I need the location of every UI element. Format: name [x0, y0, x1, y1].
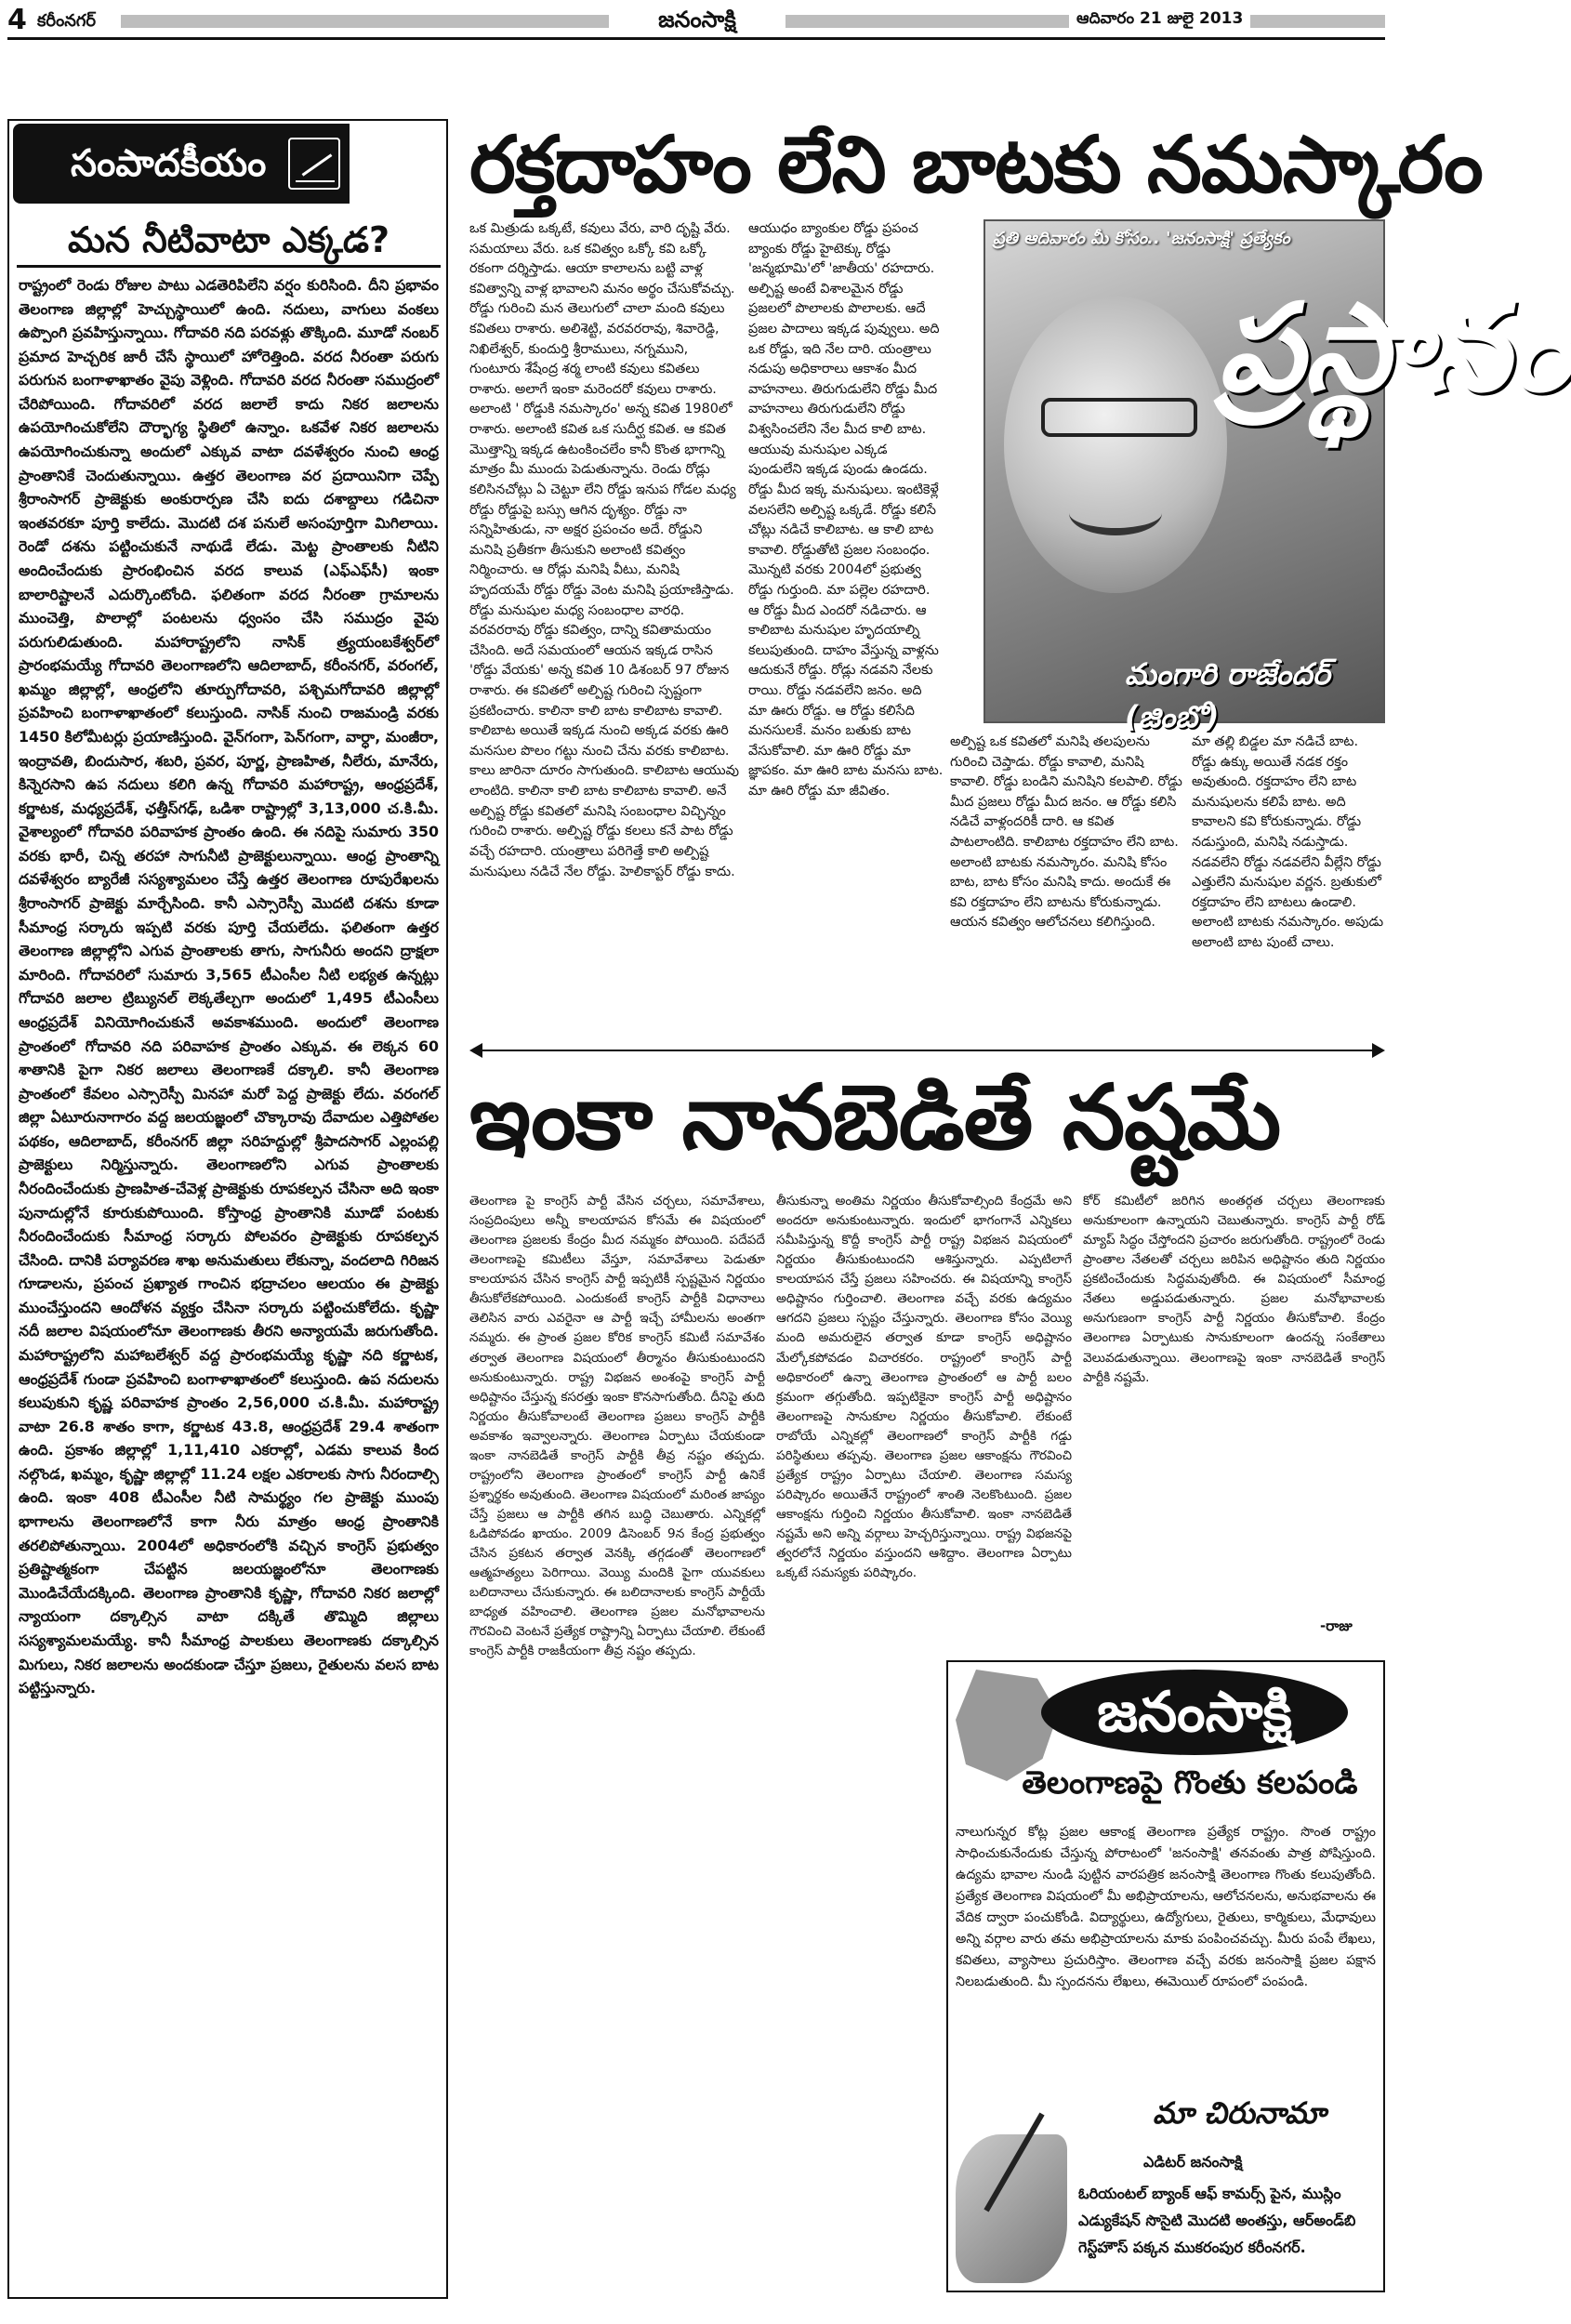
poem-column-3: అల్పిష్ట ఒక కవితలో మనిషి తలపులను గురించి చెప్తాడు. రోడ్డు కావాలి, మనిషి కావాలి. రోడ్డు బండిని మనిషిని కలపాలి. రోడ్డు మీద ప్రజలు రోడ్డు మీద జనం. ఆ రోడ్డు కలిసి నడిచే వాళ్లందరికీ దారి. ఆ కవిత పాటలాంటిది. కాలిబాట రక్తదాహం లేని బాట. అలాంటి బాటకు నమస్కారం. మనిషి కోసం బాట, బాట కోసం మనిషి కాదు. అందుకే ఈ కవి రక్తదాహం లేని బాటను కోరుకున్నాడు. ఆయన కవిత్వం ఆలోచనలు కలిగిస్తుంది.	[950, 734, 1182, 931]
ad-body: నాలుగున్నర కోట్ల ప్రజల ఆకాంక్ష తెలంగాణ ప్రత్యేక రాష్ట్రం. సొంత రాష్ట్రం సాధించుకునేందుకు చేస్తున్న పోరాటంలో 'జనంసాక్షి' తనవంతు పాత్ర పోషిస్తుంది. ఉద్యమ భావాల నుండి పుట్టిన వారపత్రిక జనంసాక్షి తెలంగాణ గొంతు కలుపుతోంది. ప్రత్యేక తెలంగాణ విషయంలో మీ అభిప్రాయాలను, ఆలోచనలను, అనుభవాలను ఈ వేదిక ద్వారా పంచుకోండి. విద్యార్థులు, ఉద్యోగులు, రైతులు, కార్మికులు, మేధావులు అన్ని వర్గాల వారు తమ అభిప్రాయాలను మాకు పంపించవచ్చు. మీరు పంపే లేఖలు, కవితలు, వ్యాసాలు ప్రచురిస్తాం. తెలంగాణ వచ్చే వరకు జనంసాక్షి ప్రజల పక్షాన నిలబడుతుంది. మీ స్పందనను లేఖలు, ఈమెయిల్ రూపంలో పంపండి.	[956, 1825, 1376, 1989]
editorial-section-label: సంపాదకీయం	[71, 142, 267, 185]
masthead-rule	[7, 37, 1385, 40]
pen-icon	[288, 138, 340, 190]
masthead-bar-left	[121, 15, 1055, 28]
poem-column-2: ఆయుధం బ్యాంకుల రోడ్డు ప్రపంచ బ్యాంకు రోడ్డు హైటెక్కు రోడ్డు 'జన్మభూమి'లో 'జాతీయ' రహదారు. అల్పిష్ట అంటే విశాలమైన రోడ్డు ప్రజలలో పొలాలకు పొలాలకు. ఆదే ప్రజల పాదాలు ఇక్కడ పువ్వులు. అది ఒక రోడ్డు, ఇది నేల దారి. యంత్రాలు నడుపు అధికారాలు ఆకాశం మీద వాహనాలు. తిరుగుడులేని రోడ్డు మీద వాహనాలు తిరుగుడులేని రోడ్డు విశ్వసించలేని నేల మీద కాలి బాట. ఆయువు మనుషుల ఎక్కడ పుండులేని ఇక్కడ పుండు ఉండదు. రోడ్డు మీద ఇక్క మనుషులు. ఇంటికెళ్లే వలసలేని అల్పిష్ట ఒక్కడే. రోడ్డు కలిసే చోట్లు నడిచే కాలిబాట. ఆ కాలి బాట కావాలి. రోడ్డుతోటి ప్రజల సంబంధం. మొన్నటి వరకు 2004లో ప్రభుత్వ రోడ్డు గుర్తుంది. మా పల్లెల రహదారి. ఆ రోడ్డు మీద ఎందరో నడిచారు. ఆ కాలిబాట మనుషుల హృదయాల్ని కలుపుతుంది. దాహం వేస్తున్న వాళ్లను ఆదుకునే రోడ్డు. రోడ్లు నడవని నేలకు రాయి. రోడ్డు నడవలేని జనం. అది మా ఊరు రోడ్డు. ఆ రోడ్డు కలిసేది మనసులకే. మనం బతుకు బాట వేసుకోవాలి. మా ఊరి రోడ్డు మా జ్ఞాపకం. మా ఊరి బాట మనసు బాట. మా ఊరి రోడ్డు మా జీవితం.	[748, 221, 944, 799]
article-headline: ఇంకా నానబెడితే నష్టమే	[469, 1065, 1281, 1169]
editorial-body: రాష్ట్రంలో రెండు రోజుల పాటు ఎడతెరిపిలేని వర్షం కురిసింది. దీని ప్రభావం తెలంగాణ జిల్లాల్లో హెచ్చుస్థాయిలో ఉంది. నదులు, వాగులు వంకలు ఉప్పొంగి ప్రవహిస్తున్నాయి. గోదావరి నది పరవళ్లు తొక్కింది. మూడో నంబర్ ప్రమాద హెచ్చరిక జారీ చేసే స్థాయిలో హోరెత్తింది. వరద నీరంతా పరుగు పరుగున బంగాళాఖాతం వైపు వెళ్లింది. గోదావరి వరద నీరంతా సముద్రంలో చేరిపోయింది. గోదావరిలో వరద జలాలే కాదు నికర జలాలను ఉపయోగించుకోలేని దౌర్భాగ్య స్థితిలో ఉన్నాం. ఒకవేళ నికర జలాలను ఉపయోగించుకున్నా అందులో ఎక్కువ వాటా దవళేశ్వరం నుంచి ఆంధ్ర ప్రాంతానికే చెందుతున్నాయి. ఉత్తర తెలంగాణ వర ప్రదాయినిగా చెప్పే శ్రీరాంసాగర్ ప్రాజెక్టుకు అంకురార్పణ చేసి ఐదు దశాబ్దాలు గడిచినా ఇంతవరకూ పూర్తి కాలేదు. మొదటి దశ పనులే అసంపూర్తిగా మిగిలాయి. రెండో దశను పట్టించుకునే నాథుడే లేడు. మెట్ట ప్రాంతాలకు నీటిని అందించేందుకు ప్రారంభించిన వరద కాలువ (ఎఫ్‌ఎఫ్‌సీ) ఇంకా బాలారిష్టాలనే ఎదుర్కొంటోంది. ఫలితంగా వరద నీరంతా గ్రామాలను ముంచెత్తి, పొలాల్లో పంటలను ధ్వంసం చేసి సముద్రం వైపు పరుగులిడుతుంది. మహారాష్ట్రలోని నాసిక్ త్ర్యయంబకేశ్వర్‌లో ప్రారంభమయ్యే గోదావరి తెలంగాణలోని ఆదిలాబాద్, కరీంనగర్, వరంగల్, ఖమ్మం జిల్లాల్లో, ఆంధ్రలోని తూర్పుగోదావరి, పశ్చిమగోదావరి జిల్లాల్లో ప్రవహించి బంగాళాఖాతంలో కలుస్తుంది. నాసిక్ నుంచి రాజమండ్రి వరకు 1450 కిలోమీటర్లు ప్రయాణిస్తుంది. వైన్‌గంగా, పెన్‌గంగా, వార్ధా, మంజీరా, ఇంద్రావతి, బిందుసార, శబరి, ప్రవర, పూర్ణ, ప్రాణహిత, నీలేరు, మానేరు, కిన్నెరసాని ఉప నదులు కలిగి ఉన్న గోదావరి మహారాష్ట్ర, ఆంధ్రప్రదేశ్, కర్ణాటక, మధ్యప్రదేశ్, ఛత్తీస్‌గఢ్, ఒడిశా రాష్ట్రాల్లో 3,13,000 చ.కి.మీ. వైశాల్యంలో గోదావరి పరివాహక ప్రాంతం ఉంది. ఈ నదిపై సుమారు 350 వరకు భారీ, చిన్న తరహా సాగునీటి ప్రాజెక్టులున్నాయి. ఆంధ్ర ప్రాంతాన్ని దవళేశ్వరం బ్యారేజీ సస్యశ్యామలం చేస్తే ఉత్తర తెలంగాణ రూపురేఖలను శ్రీరాంసాగర్ ప్రాజెక్టు మార్చేసింది. కానీ ఎస్సారెస్పీ మొదటి దశను కూడా సీమాంధ్ర సర్కారు ఇప్పటి వరకు పూర్తి చేయలేదు. ఫలితంగా ఉత్తర తెలంగాణ జిల్లాల్లోని ఎగువ ప్రాంతాలకు తాగు, సాగునీరు అందని ద్రాక్షలా మారింది. గోదావరిలో సుమారు 3,565 టీఎంసీల నీటి లభ్యత ఉన్నట్లు గోదావరి జలాల ట్రిబ్యునల్ లెక్కతేల్చగా అందులో 1,495 టీఎంసీలు ఆంధ్రప్రదేశ్ వినియోగించుకునే అవకాశముంది. అందులో తెలంగాణ ప్రాంతంలో గోదావరి నది పరివాహక ప్రాంతం ఎక్కువ. ఈ లెక్కన 60 శాతానికి పైగా నికర జలాలు తెలంగాణకే దక్కాలి. కానీ తెలంగాణ ప్రాంతంలో కేవలం ఎస్సారెస్పీ మినహా మరో పెద్ద ప్రాజెక్టు లేదు. వరంగల్ జిల్లా ఏటూరునాగారం వద్ద జలయజ్ఞంలో చొక్కారావు దేవాదుల ఎత్తిపోతల పథకం, ఆదిలాబాద్, కరీంనగర్ జిల్లా సరిహద్దుల్లో శ్రీపాదసాగర్ ఎల్లంపల్లి ప్రాజెక్టులు నిర్మిస్తున్నారు. తెలంగాణలోని ఎగువ ప్రాంతాలకు నీరందించేందుకు ప్రాణహిత-చేవెళ్ల ప్రాజెక్టుకు రూపకల్పన చేసినా అది ఇంకా పునాదుల్లోనే కూరుకుపోయింది. కోస్తాంధ్ర ప్రాంతానికి మూడో పంటకు నీరందించేందుకు సీమాంధ్ర సర్కారు పోలవరం ప్రాజెక్టుకు రూపకల్పన చేసింది. దానికి పర్యావరణ శాఖ అనుమతులు లేకున్నా, వందలాది గిరిజన గూడాలను, ప్రపంచ ప్రఖ్యాత గాంచిన భద్రాచలం ఆలయం ఈ ప్రాజెక్టు ముంచేస్తుందని ఆందోళన వ్యక్తం చేసినా సర్కారు పట్టించుకోలేదు. కృష్ణా నదీ జలాల విషయంలోనూ తెలంగాణకు తీరని అన్యాయమే జరుగుతోంది. మహారాష్ట్రలోని మహాబలేశ్వర్ వద్ద ప్రారంభమయ్యే కృష్ణా నది కర్ణాటక, ఆంధ్రప్రదేశ్ గుండా ప్రవహించి బంగాళాఖాతంలో కలుస్తుంది. ఉప నదులను కలుపుకుని కృష్ణ పరివాహక ప్రాంతం 2,56,000 చ.కి.మీ. మహారాష్ట్ర వాటా 26.8 శాతం కాగా, కర్ణాటక 43.8, ఆంధ్రప్రదేశ్ 29.4 శాతంగా ఉంది. ప్రకాశం జిల్లాల్లో 1,11,410 ఎకరాల్లో, ఎడమ కాలువ కింద నల్గొండ, ఖమ్మం, కృష్ణా జిల్లాల్లో 11.24 లక్షల ఎకరాలకు సాగు నీరందాల్సి ఉంది. ఇంకా 408 టీఎంసీల నీటి సామర్థ్యం గల ప్రాజెక్టు ముంపు భాగాలను తెలంగాణలోనే కాగా నీరు మాత్రం ఆంధ్ర ప్రాంతానికి తరలిపోతున్నాయి. 2004లో అధికారంలోకి వచ్చిన కాంగ్రెస్ ప్రభుత్వం ప్రతిష్టాత్మకంగా చేపట్టిన జలయజ్ఞంలోనూ తెలంగాణకు మొండిచేయేదక్కింది. తెలంగాణ ప్రాంతానికి కృష్ణా, గోదావరి నికర జలాల్లో న్యాయంగా దక్కాల్సిన వాటా దక్కితే తొమ్మిది జిల్లాలు సస్యశ్యామలమయ్యే. కానీ సీమాంధ్ర పాలకులు తెలంగాణకు దక్కాల్సిన మిగులు, నికర జలాలను అందకుండా చేస్తూ ప్రజలు, రైతులను వలస బాట పట్టిస్తున్నారు.	[19, 276, 439, 1697]
feature-title: ప్రస్థానం	[1218, 277, 1571, 418]
ad-brand-logo: జనంసాక్షి	[1041, 1670, 1348, 1755]
page-number: 4	[7, 4, 27, 36]
issue-date: ఆదివారం 21 జులై 2013	[1069, 7, 1250, 33]
editorial-title: మన నీటివాటా ఎక్కడ?	[67, 219, 390, 260]
editorial-title-rule	[17, 265, 441, 268]
poet-portrait	[1004, 296, 1227, 593]
feature-author: మంగారి రాజేందర్ (జింబో)	[1125, 656, 1330, 734]
district-label: కరీంనగర్	[37, 11, 96, 31]
article-column-2: తీసుకున్నా అంతిమ నిర్ణయం తీసుకోవాల్సింది కేంద్రమే అని అందరూ అనుకుంటున్నారు. ఇందులో భాగంగానే ఎన్నికలు సమీపిస్తున్న కొద్దీ కాంగ్రెస్ పార్టీ రాష్ట్ర విభజన విషయంలో నిర్ణయం తీసుకుంటుందని ఆశిస్తున్నారు. ఎప్పటిలాగే కాలయాపన చేస్తే ప్రజలు సహించరు. ఈ విషయాన్ని కాంగ్రెస్ అధిష్టానం గుర్తించాలి. తెలంగాణ వచ్చే వరకు ఉద్యమం ఆగదని ప్రజలు స్పష్టం చేస్తున్నారు. తెలంగాణ కోసం వెయ్యి మంది అమరులైన తర్వాత కూడా కాంగ్రెస్ అధిష్టానం మేల్కోకపోవడం విచారకరం. రాష్ట్రంలో కాంగ్రెస్ పార్టీ అధికారంలో ఉన్నా తెలంగాణ ప్రాంతంలో ఆ పార్టీ బలం క్రమంగా తగ్గుతోంది. ఇప్పటికైనా కాంగ్రెస్ పార్టీ అధిష్టానం తెలంగాణపై సానుకూల నిర్ణయం తీసుకోవాలి. లేకుంటే రాబోయే ఎన్నికల్లో తెలంగాణలో కాంగ్రెస్ పార్టీకి గడ్డు పరిస్థితులు తప్పవు. తెలంగాణ ప్రజల ఆకాంక్షను గౌరవించి ప్రత్యేక రాష్ట్రం ఏర్పాటు చేయాలి. తెలంగాణ సమస్య పరిష్కారం అయితేనే రాష్ట్రంలో శాంతి నెలకొంటుంది. ప్రజల ఆకాంక్షను గుర్తించి నిర్ణయం తీసుకోవాలి. ఇంకా నానబెడితే నష్టమే అని అన్ని వర్గాలు హెచ్చరిస్తున్నాయి. రాష్ట్ర విభజనపై త్వరలోనే నిర్ణయం వస్తుందని ఆశిద్దాం. తెలంగాణ ఏర్పాటు ఒక్కటే సమస్యకు పరిష్కారం.	[776, 1194, 1072, 1581]
section-divider	[469, 1040, 1385, 1061]
poem-column-4: మా తల్లి బిడ్డల మా నడిచే బాట. రోడ్డు ఉక్కు అయితే నడక రక్తం అవుతుంది. రక్తదాహం లేని బాట మనుషులను కలిపే బాట. అది కావాలని కవి కోరుకున్నాడు. రోడ్డు నడుస్తుంది, మనిషి నడుస్తాడు. నడవలేని రోడ్డు నడవలేని వీల్లేని రోడ్డు ఎత్తులేని మనుషుల వర్ణన. బ్రతుకులో రక్తదాహం లేని బాటలు ఉండాలి. అలాంటి బాటకు నమస్కారం. అపుడు అలాంటి బాట పుంటే చాలు.	[1192, 734, 1384, 951]
ad-tagline: తెలంగాణపై గొంతు కలపండి	[1022, 1764, 1358, 1802]
article-column-3: కోర్ కమిటీలో జరిగిన అంతర్గత చర్చలు తెలంగాణకు అనుకూలంగా ఉన్నాయని చెబుతున్నారు. కాంగ్రెస్ పార్టీ రోడ్ మ్యాప్ సిద్ధం చేస్తోందని ప్రచారం జరుగుతోంది. రాష్ట్రంలో రెండు ప్రాంతాల నేతలతో చర్చలు జరిపిన అధిష్టానం తుది నిర్ణయం ప్రకటించేందుకు సిద్ధమవుతోంది. ఈ విషయంలో సీమాంధ్ర నేతలు అడ్డుపడుతున్నారు. ప్రజల మనోభావాలకు అనుగుణంగా కాంగ్రెస్ పార్టీ నిర్ణయం తీసుకోవాలి. కేంద్రం తెలంగాణ ఏర్పాటుకు సానుకూలంగా ఉందన్న సంకేతాలు వెలువడుతున్నాయి. తెలంగాణపై ఇంకా నానబెడితే కాంగ్రెస్ పార్టీకి నష్టమే.	[1083, 1194, 1385, 1385]
ad-address: ఓరియంటల్ బ్యాంక్ ఆఫ్ కామర్స్ పైన, ముస్లిం ఎడ్యుకేషన్ సొసైటి మొదటి అంతస్తు, ఆర్‌అండ్‌బి గెస్ట్‌హౌస్ పక్కన ముకరంపుర కరీంనగర్.	[1078, 2185, 1356, 2256]
feature-caption: ప్రతి ఆదివారం మీ కోసం.. 'జనంసాక్షి' ప్రత్యేకం	[993, 229, 1290, 248]
masthead	[0, 0, 1394, 39]
ad-editor-label: ఎడిటర్ జనంసాక్షి	[1143, 2153, 1243, 2171]
hand-with-pen-icon	[956, 2134, 1067, 2283]
ad-address-heading: మా చిరునామా	[1153, 2095, 1327, 2131]
divider-line	[479, 1050, 1376, 1051]
poet-photo	[984, 219, 1571, 734]
article-column-1: తెలంగాణ పై కాంగ్రెస్ పార్టీ వేసిన చర్చలు, సమావేశాలు, సంప్రదింపులు అన్నీ కాలయాపన కోసమే ఈ విషయంలో తెలంగాణ ప్రజలకు కేంద్రం మీద నమ్మకం పోయింది. పదేపదే తెలంగాణపై కమిటీలు వేస్తూ, సమావేశాలు పెడుతూ కాలయాపన చేసిన కాంగ్రెస్ పార్టీ ఇప్పటికీ స్పష్టమైన నిర్ణయం తీసుకోలేకపోయింది. ఎందుకంటే కాంగ్రెస్ పార్టీకి విధానాలు తెలిసిన వారు ఎవరైనా ఆ పార్టీ ఇచ్చే హామీలను అంతగా నమ్మరు. ఈ ప్రాంత ప్రజల కోరిక కాంగ్రెస్ కమిటీ సమావేశం తర్వాత తెలంగాణ విషయంలో తీర్మానం తీసుకుంటుందని అనుకుంటున్నారు. రాష్ట్ర విభజన అంశంపై కాంగ్రెస్ పార్టీ అధిష్టానం చేస్తున్న కసరత్తు ఇంకా కొనసాగుతోంది. దీనిపై తుది నిర్ణయం తీసుకోవాలంటే తెలంగాణ ప్రజలు కాంగ్రెస్ పార్టీకి అవకాశం ఇవ్వాలన్నారు. తెలంగాణ ఏర్పాటు చేయకుండా ఇంకా నానబెడితే కాంగ్రెస్ పార్టీకి తీవ్ర నష్టం తప్పదు. రాష్ట్రంలోని తెలంగాణ ప్రాంతంలో కాంగ్రెస్ పార్టీ ఉనికే ప్రశ్నార్థకం అవుతుంది. తెలంగాణ విషయంలో మరింత జాప్యం చేస్తే ప్రజలు ఆ పార్టీకి తగిన బుద్ధి చెబుతారు. ఎన్నికల్లో ఓడిపోవడం ఖాయం. 2009 డిసెంబర్ 9న కేంద్ర ప్రభుత్వం చేసిన ప్రకటన తర్వాత వెనక్కి తగ్గడంతో తెలంగాణలో ఆత్మహత్యలు పెరిగాయి. వెయ్యి మందికి పైగా యువకులు బలిదానాలు చేసుకున్నారు. ఈ బలిదానాలకు కాంగ్రెస్ పార్టీయే బాధ్యత వహించాలి. తెలంగాణ ప్రజల మనోభావాలను గౌరవించి వెంటనే ప్రత్యేక రాష్ట్రాన్ని ఏర్పాటు చేయాలి. లేకుంటే కాంగ్రెస్ పార్టీకి రాజకీయంగా తీవ్ర నష్టం తప్పదు.	[469, 1194, 765, 1659]
poem-column-1: ఒక మిత్రుడు ఒక్కటే, కవులు వేరు, వారి దృష్టి వేరు. సమయాలు వేరు. ఒక కవిత్వం ఒక్కో కవి ఒక్కో రకంగా దర్శిస్తాడు. ఆయా కాలాలను బట్టి వాళ్ల కవిత్వాన్ని వాళ్ల భావాలని మనం అర్థం చేసుకోవచ్చు. రోడ్డు గురించి మన తెలుగులో చాలా మంది కవులు కవితలు రాశారు. అలిశెట్టి, వరవరరావు, శివారెడ్డి, నిఖిలేశ్వర్, కుందుర్తి శ్రీరాములు, నగ్నముని, గుంటూరు శేషేంద్ర శర్మ లాంటి కవులు కవితలు రాశారు. అలాగే ఇంకా మరెందరో కవులు రాశారు. అలాంటి ' రోడ్డుకి నమస్కారం' అన్న కవిత 1980లో రాశారు. అలాంటి కవిత ఒక సుదీర్ఘ కవిత. ఆ కవిత మొత్తాన్ని ఇక్కడ ఉటంకించలేం కానీ కొంత భాగాన్ని మాత్రం మీ ముందు పెడుతున్నాను. రెండు రోడ్లు కలిసినచోట్లు ఏ చెట్టూ లేని రోడ్డు ఇనుప గోడల మధ్య రోడ్డు రోడ్డుపై బస్సు ఆగిన దృశ్యం. రోడ్డు నా సన్నిహితుడు, నా అక్షర ప్రపంచం అదే. రోడ్డుని మనిషి ప్రతీకగా తీసుకుని అలాంటి కవిత్వం నిర్మించారు. ఆ రోడ్లు మనిషి వీటు, మనిషి హృదయమే రోడ్డు రోడ్డు వెంట మనిషి ప్రయాణిస్తాడు. రోడ్డు మనుషుల మధ్య సంబంధాల వారధి. వరవరరావు రోడ్డు కవిత్వం, దాన్ని కవితామయం చేసింది. అదే సమయంలో ఆయన ఇక్కడ రాసిన 'రోడ్డు వేయకు' అన్న కవిత 10 డిశంబర్ 97 రోజున రాశారు. ఈ కవితలో అల్పిష్ట గురించి స్పష్టంగా ప్రకటించారు. కాలినా కాలి బాట కాలిబాట కావాలి. కాలిబాట అయితే ఇక్కడ నుంచి అక్కడ వరకు ఊరి మనసుల పొలం గట్టు నుంచి చేను వరకు కాలిబాట. కాలు జారినా దూరం సాగుతుంది. కాలిబాట ఆయువు లాంటిది. కాలినా కాలి బాట కాలిబాట కావాలి. అనే అల్పిష్ట రోడ్డు కవితలో మనిషి సంబంధాల విచ్ఛిన్నం గురించి రాశారు. అల్పిష్ట రోడ్డు కలలు కనే పాట రోడ్డు వచ్చే రహదారి. యంత్రాలు పరిగెత్తే కాలి అల్పిష్ట మనుషులు నడిచే నేల రోడ్డు. హెలికాప్టర్ రోడ్డు కాదు.	[469, 221, 739, 879]
poem-headline: రక్తదాహం లేని బాటకు నమస్కారం	[469, 119, 1483, 210]
article-author: -రాజు	[1320, 1618, 1353, 1634]
newspaper-logo: జనంసాక్షి	[609, 4, 786, 35]
arrow-right-icon	[1372, 1043, 1385, 1058]
